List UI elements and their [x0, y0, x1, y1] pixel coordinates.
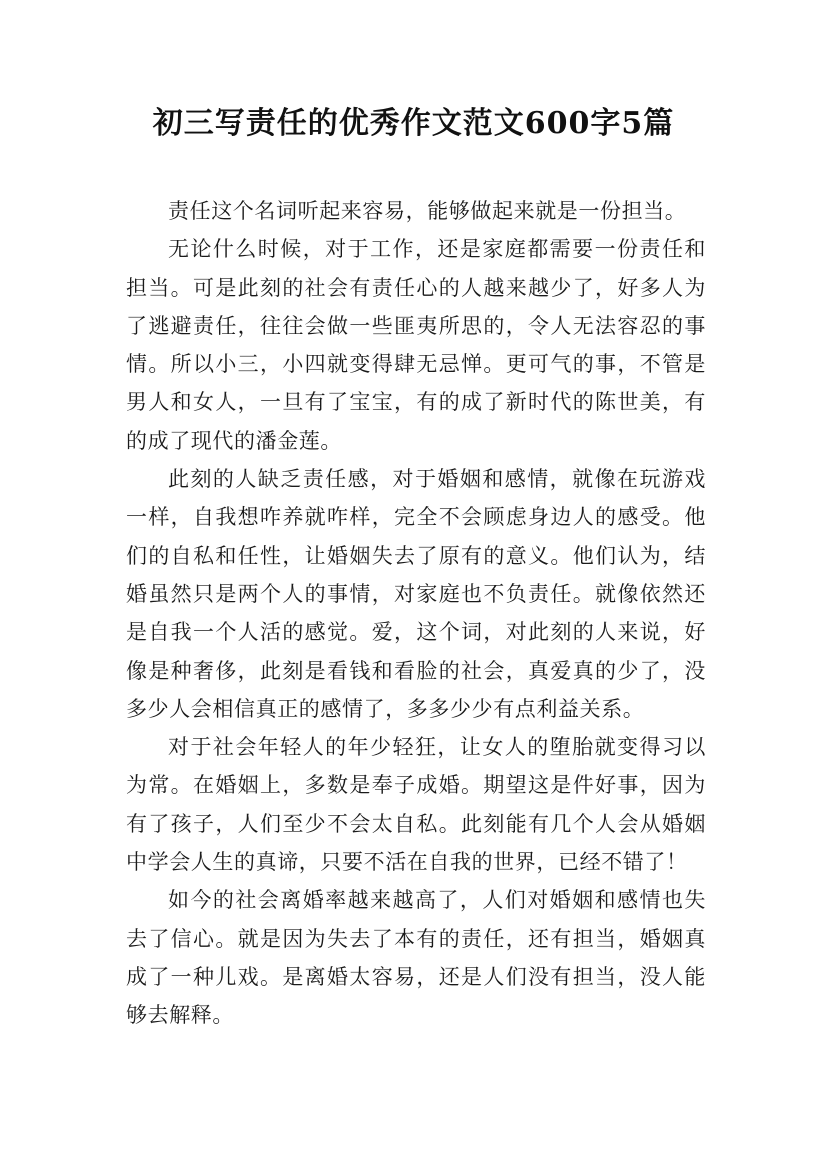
document-body: [126, 192, 706, 1035]
paragraph-1: 责任这个名词听起来容易，能够做起来就是一份担当。: [168, 199, 687, 223]
paragraph-2: 无论什么时候，对于工作，还是家庭都需要一份责任和担当。可是此刻的社会有责任心的人越来越少了，好多人为了逃避责任，往往会做一些匪夷所思的，令人无法容忍的事情。所以小三，小四就变得肆无忌惮。更可气的事，不管是男人和女人，一旦有了宝宝，有的成了新时代的陈世美，有的成了现代的潘金莲。: [126, 237, 706, 453]
paragraph-3: 此刻的人缺乏责任感，对于婚姻和感情，就像在玩游戏一样，自我想咋养就咋样，完全不会顾虑身边人的感受。他们的自私和任性，让婚姻失去了原有的意义。他们认为，结婚虽然只是两个人的事情，对家庭也不负责任。就像依然还是自我一个人活的感觉。爱，这个词，对此刻的人来说，好像是种奢侈，此刻是看钱和看脸的社会，真爱真的少了，没多少人会相信真正的感情了，多多少少有点利益关系。: [126, 467, 706, 721]
paragraph-5: 如今的社会离婚率越来越高了，人们对婚姻和感情也失去了信心。就是因为失去了本有的责任，还有担当，婚姻真成了一种儿戏。是离婚太容易，还是人们没有担当，没人能够去解释。: [126, 888, 706, 1028]
document-title: 初三写责任的优秀作文范文600字5篇: [152, 106, 675, 141]
paragraph-4: 对于社会年轻人的年少轻狂，让女人的堕胎就变得习以为常。在婚姻上，多数是奉子成婚。期望这是件好事，因为有了孩子，人们至少不会太自私。此刻能有几个人会从婚姻中学会人生的真谛，只要不活在自我的世界，已经不错了！: [126, 735, 706, 875]
